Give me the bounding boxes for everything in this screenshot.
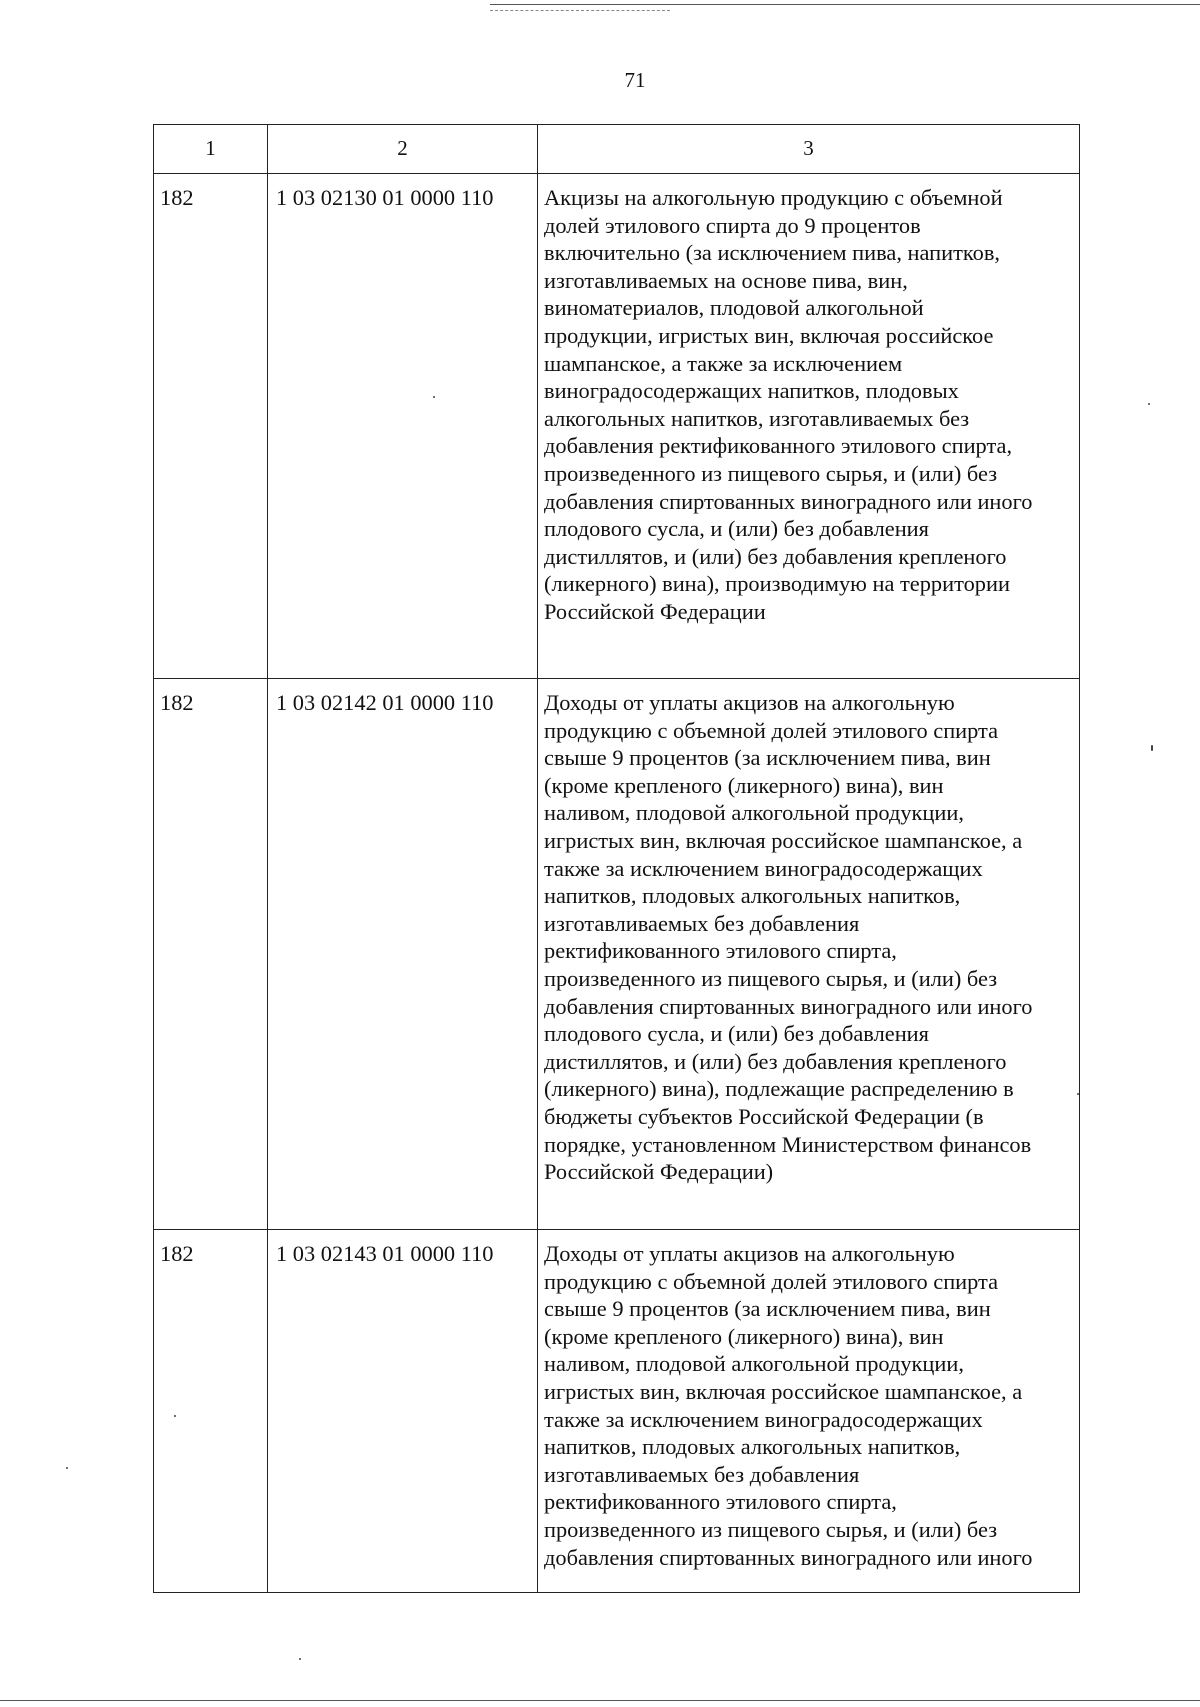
kbk-code-cell: 1 03 02143 01 0000 110 — [268, 1230, 538, 1593]
description-line: Доходы от уплаты акцизов на алкогольную — [544, 690, 955, 715]
description-line: свыше 9 процентов (за исключением пива, вин — [544, 745, 991, 771]
scan-speck — [66, 1467, 68, 1469]
table-row — [154, 174, 1080, 679]
description-line: бюджеты субъектов Российской Федерации (в — [544, 1103, 984, 1129]
scan-border-bottom — [0, 1700, 1200, 1701]
description-line: Российской Федерации) — [544, 1159, 774, 1185]
description-line: добавления спиртованных виноградного или иного — [544, 488, 1033, 514]
description-line: долей этилового спирта до 9 процентов — [544, 212, 921, 238]
description-line: добавления спиртованных виноградного или иного — [544, 993, 1033, 1019]
description-line: наливом, плодовой алкогольной продукции, — [544, 1351, 964, 1377]
description-line: шампанское, а также за исключением — [544, 350, 903, 376]
description-line: (ликерного) вина), подлежащие распределению в — [544, 1076, 1014, 1102]
description-line: изготавливаемых без добавления — [544, 1461, 860, 1487]
description-line: также за исключением виноградосодержащих — [544, 855, 983, 881]
scan-speck — [1148, 403, 1150, 405]
description-line: (кроме крепленого (ликерного) вина), вин — [544, 1323, 944, 1349]
scan-speck — [1151, 745, 1153, 751]
budget-codes-table — [153, 124, 1080, 1593]
description-line: также за исключением виноградосодержащих — [544, 1406, 983, 1432]
description-line: включительно (за исключением пива, напитков, — [544, 240, 1001, 266]
description-line: изготавливаемых без добавления — [544, 910, 860, 936]
description-line: алкогольных напитков, изготавливаемых без — [544, 405, 970, 431]
description-line: (ликерного) вина), производимую на территории — [544, 571, 1010, 597]
scan-speck — [1077, 1093, 1079, 1095]
page-number: 71 — [624, 68, 646, 92]
description-line: произведенного из пищевого сырья, и (или) без — [544, 460, 998, 486]
column-header-3: 3 — [538, 125, 1080, 174]
description-line: дистиллятов, и (или) без добавления крепленого — [544, 1048, 1007, 1074]
description-line: игристых вин, включая российское шампанское, а — [544, 1378, 1023, 1404]
table-header-row — [154, 125, 1080, 174]
description-cell — [538, 174, 1080, 679]
description-line: продукцию с объемной долей этилового спирта — [544, 717, 999, 743]
description-cell — [538, 679, 1080, 1230]
description-line: виноградосодержащих напитков, плодовых — [544, 378, 959, 404]
description-line: продукции, игристых вин, включая российское — [544, 322, 994, 348]
column-header-2: 2 — [268, 125, 538, 174]
description-line: свыше 9 процентов (за исключением пива, вин — [544, 1296, 991, 1322]
description-line: ректификованного этилового спирта, — [544, 938, 897, 964]
description-cell — [538, 1230, 1080, 1593]
description-line: Доходы от уплаты акцизов на алкогольную — [544, 1241, 955, 1266]
scan-speck — [299, 1658, 301, 1660]
description-line: изготавливаемых на основе пива, вин, — [544, 267, 908, 293]
description-line: наливом, плодовой алкогольной продукции, — [544, 800, 964, 826]
description-line: продукцию с объемной долей этилового спирта — [544, 1268, 999, 1294]
description-line: Акцизы на алкогольную продукцию с объемной — [544, 185, 1003, 210]
description-line: плодового сусла, и (или) без добавления — [544, 1021, 929, 1047]
admin-code-cell: 182 — [154, 174, 268, 679]
description-line: добавления спиртованных виноградного или иного — [544, 1544, 1033, 1570]
kbk-code-cell: 1 03 02142 01 0000 110 — [268, 679, 538, 1230]
scan-border-top-dash — [490, 10, 670, 11]
scan-speck — [174, 1415, 176, 1417]
description-line: добавления ректификованного этилового спирта, — [544, 433, 1013, 459]
description-line: дистиллятов, и (или) без добавления крепленого — [544, 543, 1007, 569]
scan-border-top — [490, 4, 1200, 5]
kbk-code-cell: 1 03 02130 01 0000 110 — [268, 174, 538, 679]
description-line: ректификованного этилового спирта, — [544, 1489, 897, 1515]
admin-code-cell: 182 — [154, 1230, 268, 1593]
description-line: виноматериалов, плодовой алкогольной — [544, 295, 924, 321]
description-line: напитков, плодовых алкогольных напитков, — [544, 1434, 961, 1460]
table-row — [154, 679, 1080, 1230]
description-line: (кроме крепленого (ликерного) вина), вин — [544, 772, 944, 798]
description-line: плодового сусла, и (или) без добавления — [544, 516, 929, 542]
description-line: произведенного из пищевого сырья, и (или) без — [544, 965, 998, 991]
table-row — [154, 1230, 1080, 1593]
scan-speck — [433, 396, 435, 398]
admin-code-cell: 182 — [154, 679, 268, 1230]
column-header-1: 1 — [154, 125, 268, 174]
description-line: Российской Федерации — [544, 598, 766, 624]
description-line: произведенного из пищевого сырья, и (или) без — [544, 1516, 998, 1542]
description-line: порядке, установленном Министерством финансов — [544, 1131, 1032, 1157]
description-line: напитков, плодовых алкогольных напитков, — [544, 883, 961, 909]
description-line: игристых вин, включая российское шампанское, а — [544, 827, 1023, 853]
